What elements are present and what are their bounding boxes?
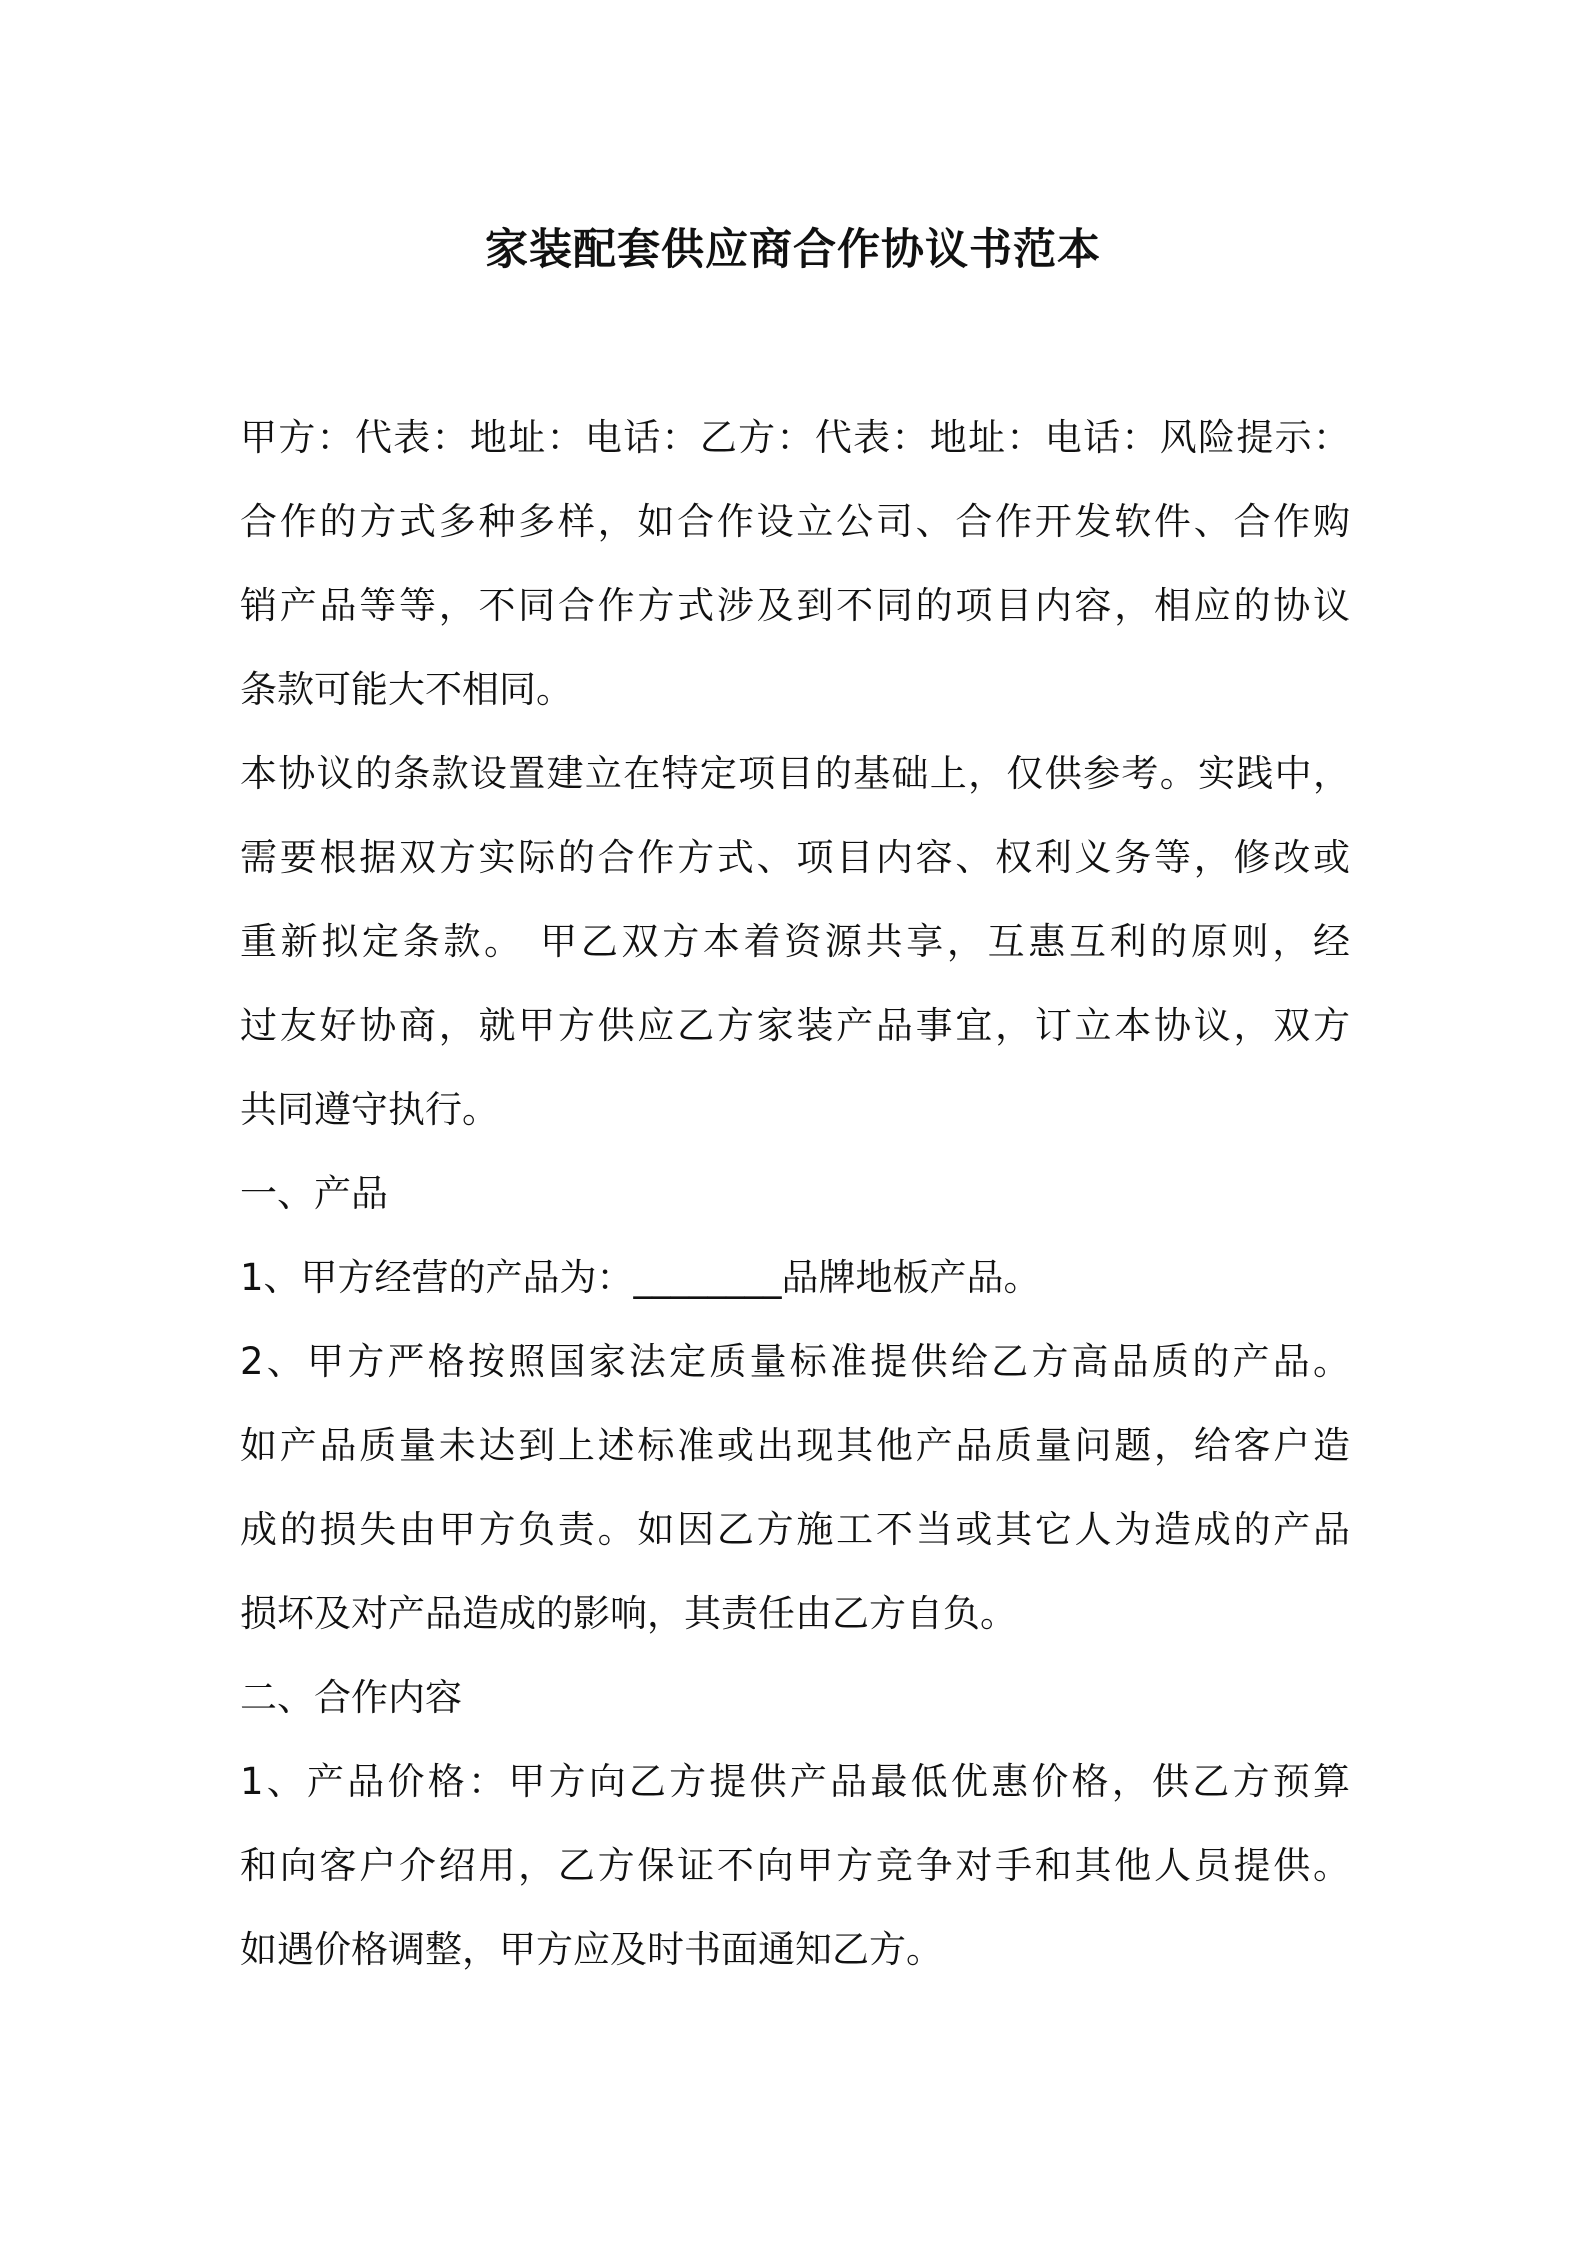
text-line: 本协议的条款设置建立在特定项目的基础上，仅供参考。实践中，	[240, 752, 1350, 795]
text-line: 重新拟定条款。 甲乙双方本着资源共享，互惠互利的原则，经	[240, 920, 1350, 963]
text-line: 销产品等等，不同合作方式涉及到不同的项目内容，相应的协议	[240, 584, 1350, 627]
text-line: 甲方：代表：地址：电话：乙方：代表：地址：电话：风险提示：	[240, 416, 1350, 459]
section-heading: 一、产品	[240, 1172, 388, 1215]
section-heading: 二、合作内容	[240, 1676, 462, 1719]
text-line: 过友好协商，就甲方供应乙方家装产品事宜，订立本协议，双方	[240, 1004, 1350, 1047]
text-line: 成的损失由甲方负责。如因乙方施工不当或其它人为造成的产品	[240, 1508, 1350, 1551]
text-line: 如遇价格调整，甲方应及时书面通知乙方。	[240, 1928, 943, 1971]
text-line: 合作的方式多种多样，如合作设立公司、合作开发软件、合作购	[240, 500, 1350, 543]
text-line: 2、甲方严格按照国家法定质量标准提供给乙方高品质的产品。	[240, 1340, 1350, 1383]
text-line: 共同遵守执行。	[240, 1088, 499, 1131]
text-line: 如产品质量未达到上述标准或出现其他产品质量问题，给客户造	[240, 1424, 1350, 1467]
document-body	[240, 396, 1350, 1992]
text-line: 和向客户介绍用，乙方保证不向甲方竞争对手和其他人员提供。	[240, 1844, 1350, 1887]
text-line: 损坏及对产品造成的影响，其责任由乙方自负。	[240, 1592, 1017, 1635]
document-title: 家装配套供应商合作协议书范本	[485, 225, 1101, 275]
text-line: 1、甲方经营的产品为：________品牌地板产品。	[240, 1256, 1041, 1299]
text-line: 条款可能大不相同。	[240, 668, 573, 711]
text-line: 1、产品价格：甲方向乙方提供产品最低优惠价格，供乙方预算	[240, 1760, 1350, 1803]
text-line: 需要根据双方实际的合作方式、项目内容、权利义务等，修改或	[240, 836, 1350, 879]
